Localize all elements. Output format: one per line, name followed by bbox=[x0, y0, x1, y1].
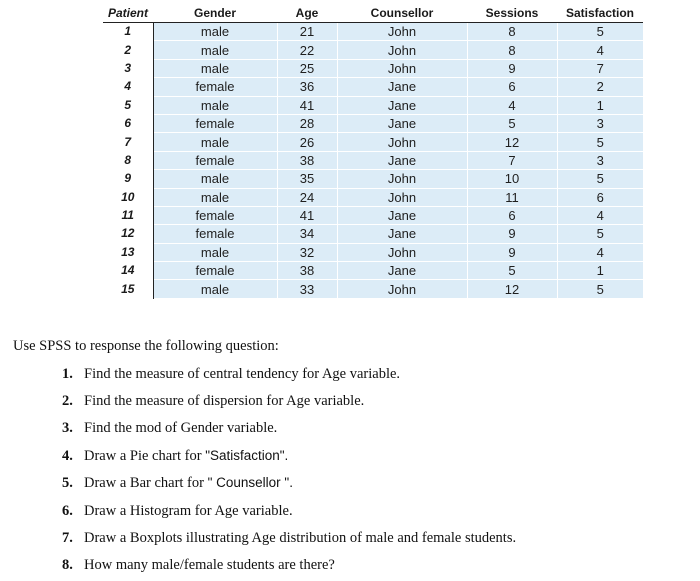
sessions-cell: 8 bbox=[467, 41, 557, 59]
table-row bbox=[103, 206, 643, 224]
age-cell: 36 bbox=[277, 78, 337, 96]
gender-cell: male bbox=[153, 170, 277, 188]
sessions-cell: 6 bbox=[467, 78, 557, 96]
question-number: 5. bbox=[62, 475, 73, 491]
header-patient: Patient bbox=[103, 4, 153, 23]
header-satisfaction: Satisfaction bbox=[557, 4, 643, 23]
table-row bbox=[103, 151, 643, 169]
age-cell: 34 bbox=[277, 225, 337, 243]
patient-cell: 10 bbox=[103, 188, 153, 206]
gender-cell: male bbox=[153, 59, 277, 77]
sessions-cell: 6 bbox=[467, 206, 557, 224]
question-item bbox=[62, 557, 335, 574]
satisfaction-cell: 1 bbox=[557, 262, 643, 280]
question-number: 2. bbox=[62, 393, 73, 409]
age-cell: 32 bbox=[277, 243, 337, 261]
question-number: 3. bbox=[62, 420, 73, 436]
satisfaction-cell: 3 bbox=[557, 151, 643, 169]
table-row bbox=[103, 133, 643, 151]
age-cell: 22 bbox=[277, 41, 337, 59]
counsellor-cell: Jane bbox=[337, 96, 467, 114]
satisfaction-cell: 4 bbox=[557, 41, 643, 59]
satisfaction-cell: 4 bbox=[557, 243, 643, 261]
sessions-cell: 8 bbox=[467, 23, 557, 41]
question-quoted-term: "Satisfaction". bbox=[205, 448, 289, 463]
patient-cell: 9 bbox=[103, 170, 153, 188]
sessions-cell: 9 bbox=[467, 59, 557, 77]
table-row bbox=[103, 59, 643, 77]
counsellor-cell: John bbox=[337, 280, 467, 298]
counsellor-cell: Jane bbox=[337, 262, 467, 280]
question-item bbox=[62, 475, 293, 492]
gender-cell: female bbox=[153, 78, 277, 96]
question-number: 4. bbox=[62, 448, 73, 464]
counsellor-cell: John bbox=[337, 41, 467, 59]
table-header bbox=[103, 4, 643, 23]
age-cell: 26 bbox=[277, 133, 337, 151]
satisfaction-cell: 4 bbox=[557, 206, 643, 224]
header-row bbox=[103, 4, 643, 23]
satisfaction-cell: 5 bbox=[557, 280, 643, 298]
table-row bbox=[103, 262, 643, 280]
age-cell: 38 bbox=[277, 262, 337, 280]
gender-cell: female bbox=[153, 151, 277, 169]
age-cell: 25 bbox=[277, 59, 337, 77]
question-number: 7. bbox=[62, 530, 73, 546]
satisfaction-cell: 5 bbox=[557, 225, 643, 243]
sessions-cell: 9 bbox=[467, 243, 557, 261]
header-gender: Gender bbox=[153, 4, 277, 23]
counsellor-cell: Jane bbox=[337, 206, 467, 224]
question-item bbox=[62, 448, 288, 465]
sessions-cell: 12 bbox=[467, 280, 557, 298]
age-cell: 21 bbox=[277, 23, 337, 41]
data-table bbox=[103, 4, 643, 299]
age-cell: 35 bbox=[277, 170, 337, 188]
age-cell: 28 bbox=[277, 114, 337, 132]
gender-cell: female bbox=[153, 206, 277, 224]
question-item bbox=[62, 420, 277, 437]
patient-cell: 12 bbox=[103, 225, 153, 243]
instructions-intro: Use SPSS to response the following question: bbox=[13, 338, 279, 354]
gender-cell: male bbox=[153, 188, 277, 206]
age-cell: 33 bbox=[277, 280, 337, 298]
question-number: 1. bbox=[62, 366, 73, 382]
sessions-cell: 5 bbox=[467, 114, 557, 132]
table-row bbox=[103, 188, 643, 206]
table-row bbox=[103, 114, 643, 132]
counsellor-cell: Jane bbox=[337, 225, 467, 243]
counsellor-cell: Jane bbox=[337, 78, 467, 96]
question-item bbox=[62, 503, 293, 520]
question-text: Draw a Pie chart for bbox=[84, 448, 206, 464]
patient-cell: 11 bbox=[103, 206, 153, 224]
table-row bbox=[103, 23, 643, 41]
gender-cell: male bbox=[153, 243, 277, 261]
sessions-cell: 10 bbox=[467, 170, 557, 188]
sessions-cell: 5 bbox=[467, 262, 557, 280]
gender-cell: female bbox=[153, 114, 277, 132]
satisfaction-cell: 5 bbox=[557, 170, 643, 188]
sessions-cell: 11 bbox=[467, 188, 557, 206]
question-text: Draw a Bar chart for bbox=[84, 475, 208, 491]
satisfaction-cell: 1 bbox=[557, 96, 643, 114]
gender-cell: male bbox=[153, 23, 277, 41]
satisfaction-cell: 2 bbox=[557, 78, 643, 96]
header-age: Age bbox=[277, 4, 337, 23]
header-counsellor: Counsellor bbox=[337, 4, 467, 23]
patient-cell: 14 bbox=[103, 262, 153, 280]
question-item bbox=[62, 393, 364, 410]
sessions-cell: 9 bbox=[467, 225, 557, 243]
question-quoted-term: " Counsellor ". bbox=[207, 475, 293, 490]
patient-cell: 7 bbox=[103, 133, 153, 151]
patient-cell: 1 bbox=[103, 23, 153, 41]
satisfaction-cell: 5 bbox=[557, 23, 643, 41]
counsellor-cell: John bbox=[337, 243, 467, 261]
question-item bbox=[62, 530, 516, 547]
table-row bbox=[103, 96, 643, 114]
question-text: Find the mod of Gender variable. bbox=[84, 420, 278, 436]
patient-cell: 2 bbox=[103, 41, 153, 59]
header-sessions: Sessions bbox=[467, 4, 557, 23]
counsellor-cell: Jane bbox=[337, 151, 467, 169]
satisfaction-cell: 3 bbox=[557, 114, 643, 132]
patient-cell: 5 bbox=[103, 96, 153, 114]
satisfaction-cell: 5 bbox=[557, 133, 643, 151]
counsellor-cell: Jane bbox=[337, 114, 467, 132]
gender-cell: female bbox=[153, 262, 277, 280]
patient-cell: 3 bbox=[103, 59, 153, 77]
gender-cell: male bbox=[153, 133, 277, 151]
table-row bbox=[103, 78, 643, 96]
sessions-cell: 4 bbox=[467, 96, 557, 114]
patient-cell: 13 bbox=[103, 243, 153, 261]
age-cell: 41 bbox=[277, 96, 337, 114]
counsellor-cell: John bbox=[337, 170, 467, 188]
question-text: Find the measure of central tendency for Age variable. bbox=[84, 366, 401, 382]
question-text: Draw a Histogram for Age variable. bbox=[84, 503, 293, 519]
gender-cell: male bbox=[153, 96, 277, 114]
question-number: 8. bbox=[62, 557, 73, 573]
counsellor-cell: John bbox=[337, 59, 467, 77]
gender-cell: male bbox=[153, 280, 277, 298]
patient-cell: 6 bbox=[103, 114, 153, 132]
patient-cell: 15 bbox=[103, 280, 153, 298]
question-text: Find the measure of dispersion for Age variable. bbox=[84, 393, 365, 409]
table-row bbox=[103, 243, 643, 261]
satisfaction-cell: 6 bbox=[557, 188, 643, 206]
table-row bbox=[103, 170, 643, 188]
question-text: How many male/female students are there? bbox=[84, 557, 335, 573]
question-item bbox=[62, 366, 400, 383]
patient-cell: 8 bbox=[103, 151, 153, 169]
sessions-cell: 7 bbox=[467, 151, 557, 169]
counsellor-cell: John bbox=[337, 133, 467, 151]
age-cell: 41 bbox=[277, 206, 337, 224]
table-row bbox=[103, 280, 643, 298]
table-row bbox=[103, 41, 643, 59]
counsellor-cell: John bbox=[337, 188, 467, 206]
question-number: 6. bbox=[62, 503, 73, 519]
sessions-cell: 12 bbox=[467, 133, 557, 151]
gender-cell: female bbox=[153, 225, 277, 243]
table-body bbox=[103, 23, 643, 299]
table-row bbox=[103, 225, 643, 243]
counsellor-cell: John bbox=[337, 23, 467, 41]
patient-cell: 4 bbox=[103, 78, 153, 96]
satisfaction-cell: 7 bbox=[557, 59, 643, 77]
gender-cell: male bbox=[153, 41, 277, 59]
age-cell: 24 bbox=[277, 188, 337, 206]
age-cell: 38 bbox=[277, 151, 337, 169]
question-text: Draw a Boxplots illustrating Age distribution of male and female students. bbox=[84, 530, 517, 546]
